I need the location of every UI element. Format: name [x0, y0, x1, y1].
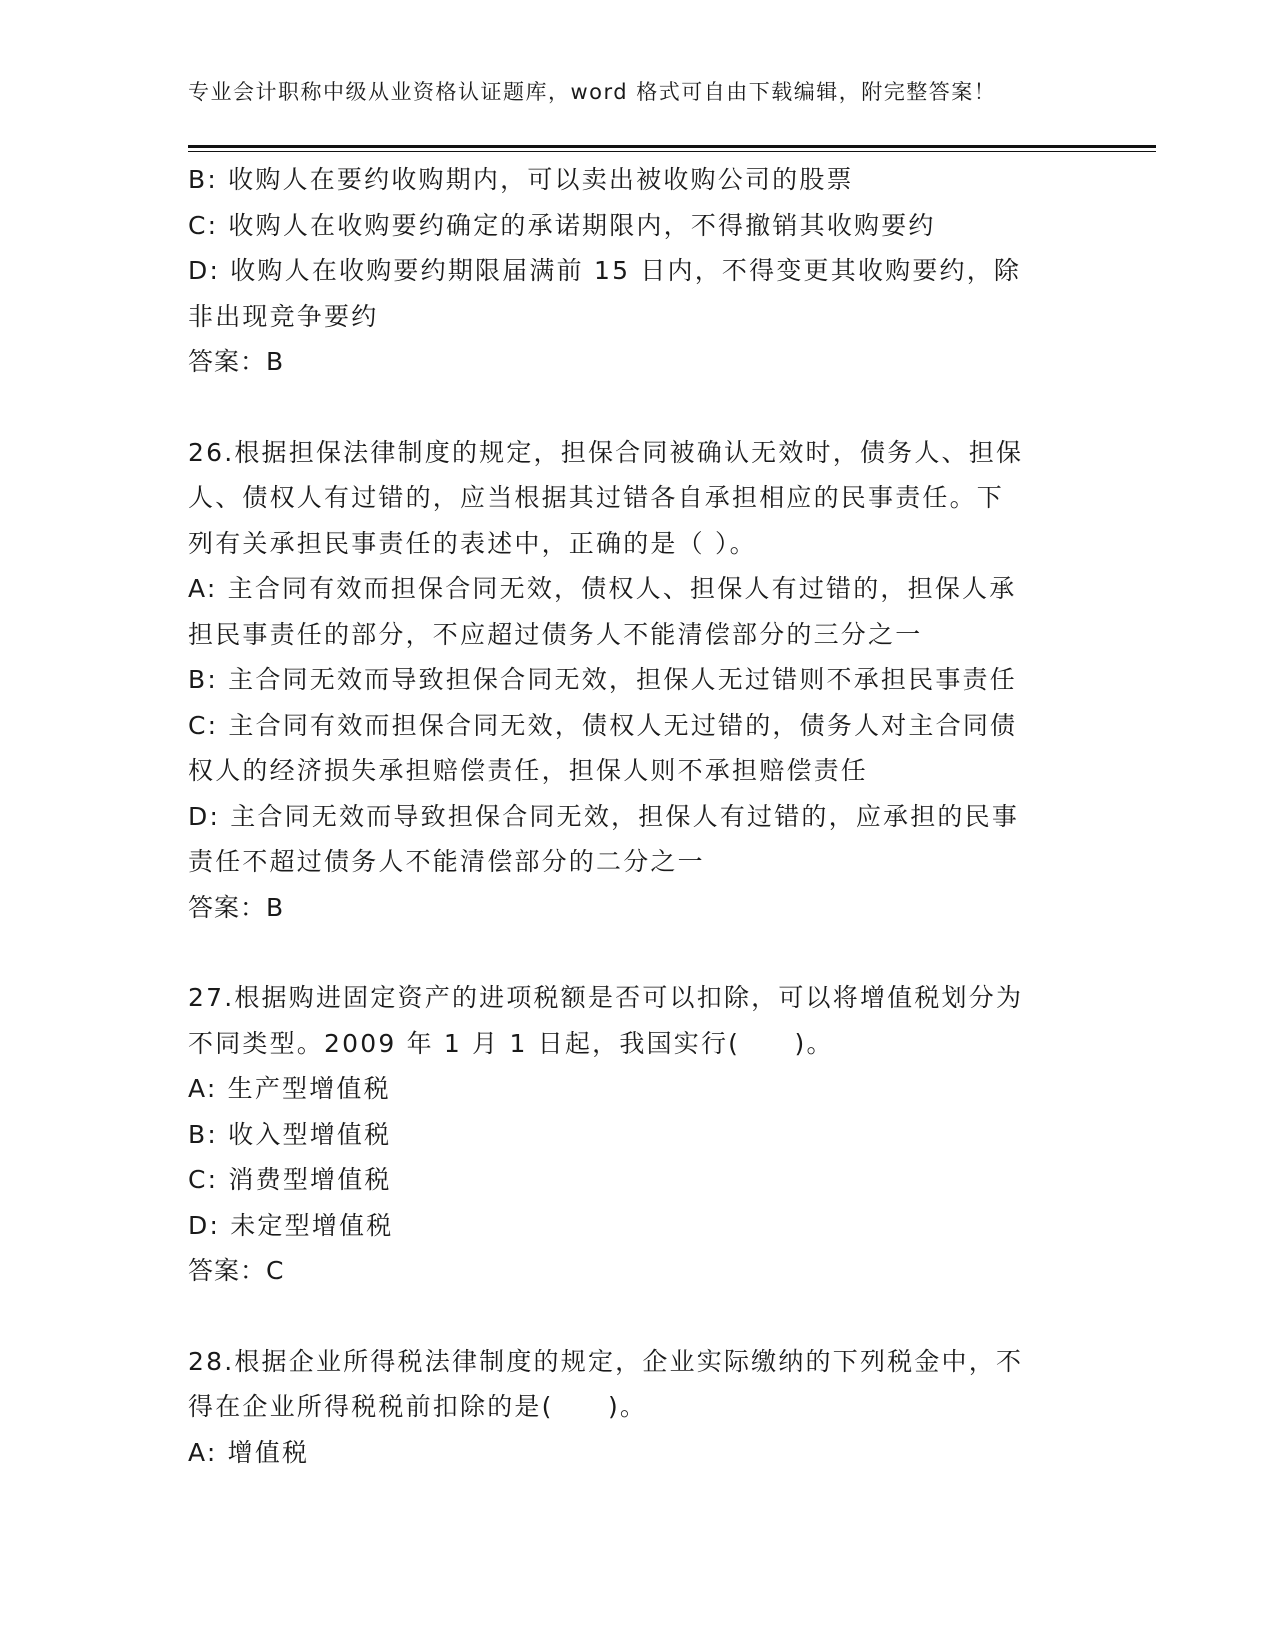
question-stem: 28.根据企业所得税法律制度的规定，企业实际缴纳的下列税金中，不: [188, 1346, 1024, 1376]
question-stem: 26.根据担保法律制度的规定，担保合同被确认无效时，债务人、担保: [188, 437, 1024, 467]
question-27: [188, 975, 1088, 1294]
option-d: D: 收购人在收购要约期限届满前 15 日内，不得变更其收购要约，除: [188, 256, 1022, 285]
header-rule-thick: [188, 145, 1156, 148]
question-stem-line: 不同类型。2009 年 1 月 1 日起，我国实行( )。: [188, 1028, 834, 1058]
option-a: A: 增值税: [188, 1437, 310, 1467]
spacer: [188, 930, 1088, 975]
option-c-continued: 权人的经济损失承担赔偿责任，担保人则不承担赔偿责任: [188, 756, 869, 785]
spacer: [188, 385, 1088, 430]
option-b: B: 主合同无效而导致担保合同无效，担保人无过错则不承担民事责任: [188, 665, 1017, 694]
option-d: D: 主合同无效而导致担保合同无效，担保人有过错的，应承担的民事: [188, 801, 1020, 831]
document-body: [188, 157, 1088, 1475]
answer: 答案：B: [188, 892, 285, 922]
option-b: B: 收购人在要约收购期内，可以卖出被收购公司的股票: [188, 165, 854, 194]
page-header: 专业会计职称中级从业资格认证题库，word 格式可自由下载编辑，附完整答案！: [188, 80, 997, 104]
option-c: C: 消费型增值税: [188, 1165, 392, 1194]
spacer: [188, 1294, 1088, 1339]
option-a-continued: 担民事责任的部分，不应超过债务人不能清偿部分的三分之一: [188, 619, 923, 649]
option-d-continued: 非出现竞争要约: [188, 301, 379, 331]
question-stem: 27.根据购进固定资产的进项税额是否可以扣除，可以将增值税划分为: [188, 983, 1024, 1012]
question-stem-line: 人、债权人有过错的，应当根据其过错各自承担相应的民事责任。下: [188, 483, 1005, 512]
question-28: [188, 1339, 1088, 1476]
answer: 答案：B: [188, 347, 285, 376]
option-a: A: 生产型增值税: [188, 1074, 391, 1103]
option-c: C: 收购人在收购要约确定的承诺期限内，不得撤销其收购要约: [188, 210, 936, 240]
question-26: [188, 430, 1088, 931]
option-c: C: 主合同有效而担保合同无效，债权人无过错的，债务人对主合同债: [188, 710, 1018, 740]
question-25-tail: [188, 157, 1088, 385]
header-rule-thin: [188, 151, 1156, 152]
option-b: B: 收入型增值税: [188, 1119, 392, 1149]
question-stem-line: 列有关承担民事责任的表述中，正确的是（ ）。: [188, 528, 757, 558]
answer: 答案：C: [188, 1256, 285, 1285]
question-stem-line: 得在企业所得税税前扣除的是( )。: [188, 1392, 648, 1421]
option-d-continued: 责任不超过债务人不能清偿部分的二分之一: [188, 847, 705, 876]
option-d: D: 未定型增值税: [188, 1210, 394, 1240]
option-a: A: 主合同有效而担保合同无效，债权人、担保人有过错的，担保人承: [188, 574, 1017, 603]
